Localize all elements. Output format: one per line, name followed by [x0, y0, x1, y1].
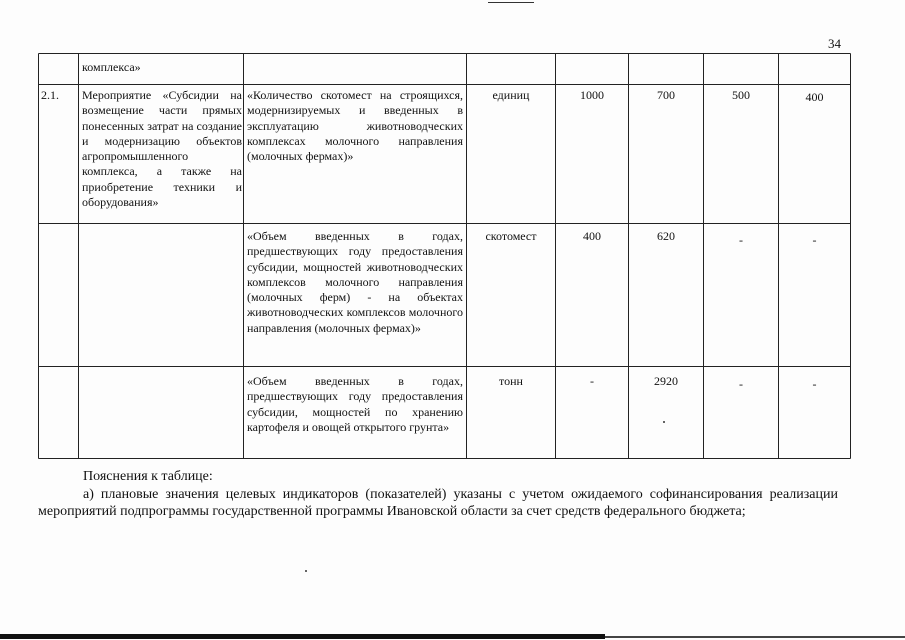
scan-edge-bar — [0, 634, 605, 639]
row1-unit: единиц — [492, 88, 530, 102]
scan-speck — [663, 421, 665, 423]
row2-value-3: - — [739, 233, 743, 247]
row1-measure: Мероприятие «Субсидии на возмещение части прямых понесенных затрат на создание и модернизацию объектов агропромышленного комплекса, а также на приобретение техники и оборудования» — [82, 88, 242, 210]
row2-value-2: 620 — [657, 229, 675, 243]
row1-value-3: 500 — [732, 88, 750, 102]
row1-value-4: 400 — [805, 90, 824, 104]
row1-indicator: «Количество скотомест на строящихся, модернизируемых и введенных в эксплуатацию животноводческих комплексах молочного направления (молочных фермах)» — [247, 88, 463, 164]
row1-value-2: 700 — [657, 88, 675, 102]
row1-value-1: 1000 — [580, 88, 604, 102]
row3-value-2: 2920 — [654, 374, 678, 388]
notes-item-a: а) плановые значения целевых индикаторов (показателей) указаны с учетом ожидаемого софинансирования реализации мероприятий подпрограммы государственной программы Ивановской области за счет средств федерального бюджета; — [38, 486, 838, 519]
row2-indicator: «Объем введенных в годах, предшествующих году предоставления субсидии, мощностей животноводческих комплексов молочного направления (молочных ферм) - на объектах животноводческих комплексов молочного направления (молочных фермах)» — [247, 229, 463, 335]
row2-unit: скотомест — [485, 229, 537, 243]
notes-title: Пояснения к таблице: — [83, 469, 213, 484]
row2-value-1: 400 — [583, 229, 601, 243]
row3-unit: тонн — [499, 374, 523, 388]
scan-edge-line — [605, 636, 905, 638]
table-notes — [38, 468, 838, 521]
row3-value-4: - — [812, 377, 817, 391]
row3-value-3: - — [739, 377, 743, 391]
page-number: 34 — [828, 36, 841, 51]
scan-speck — [305, 570, 307, 572]
row1-number: 2.1. — [41, 88, 59, 102]
row2-value-4: - — [812, 233, 817, 247]
row3-indicator: «Объем введенных в годах, предшествующих году предоставления субсидии, мощностей по хранению картофеля и овощей открытого грунта» — [247, 374, 463, 434]
row3-value-1: - — [590, 374, 594, 388]
row0-measure-cell: комплекса» — [82, 60, 141, 74]
